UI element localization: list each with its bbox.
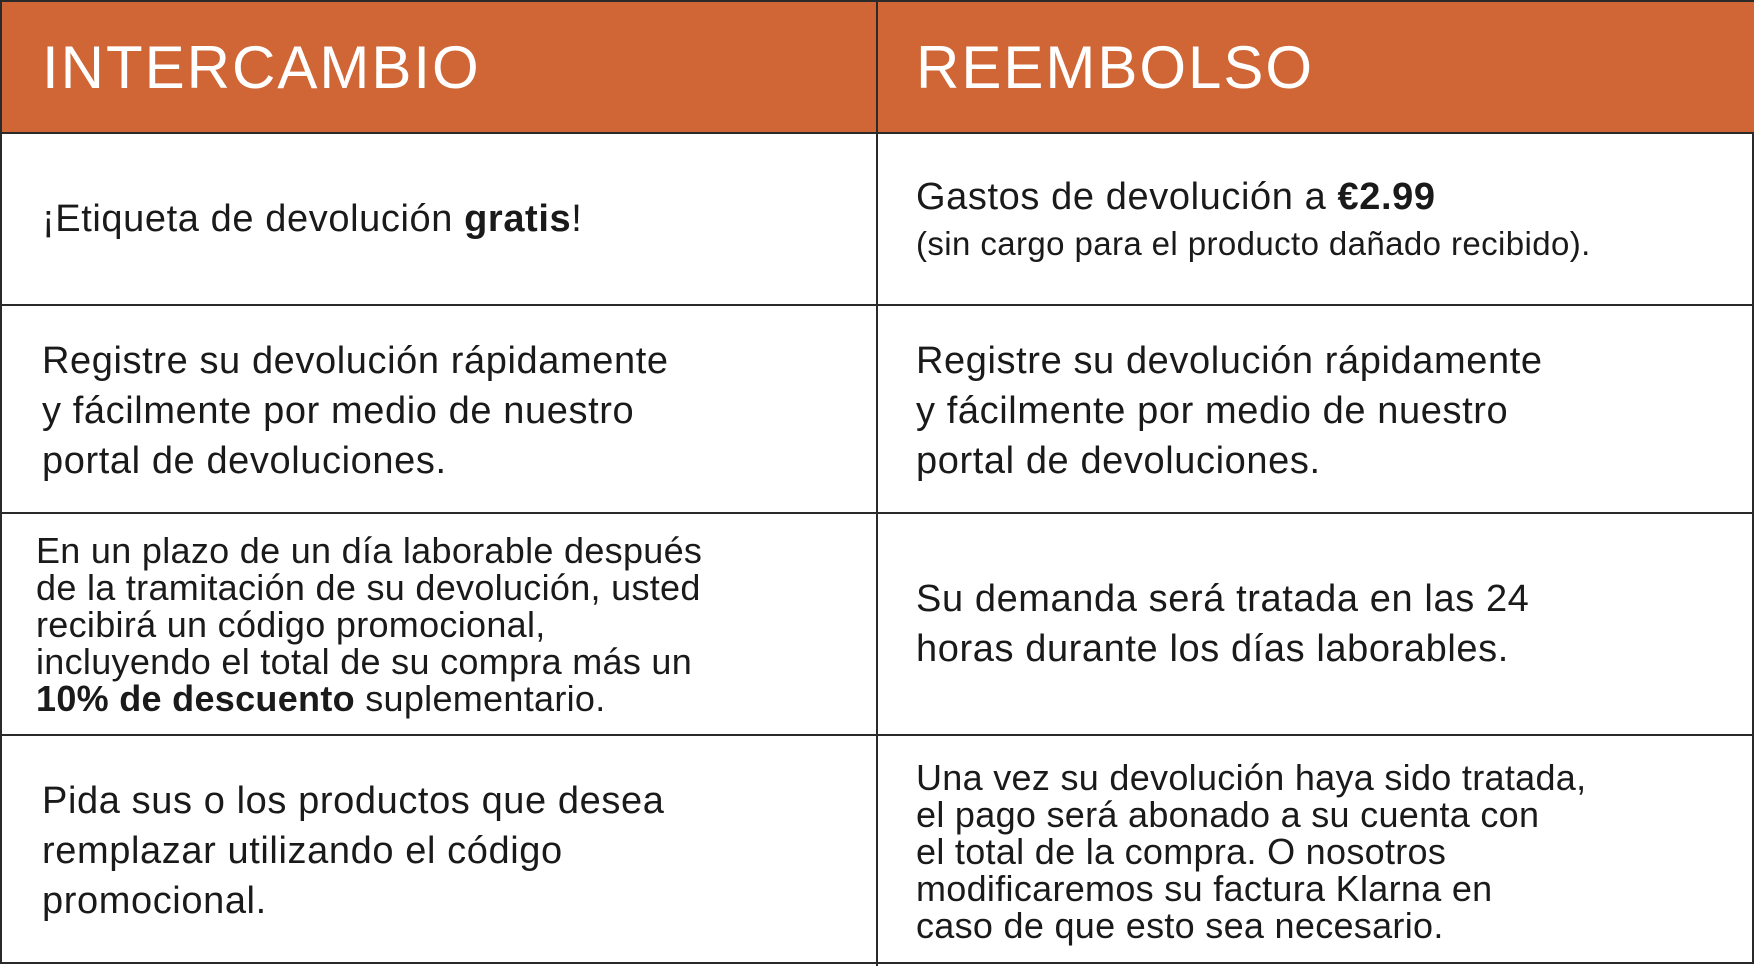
refund-register-cell (878, 306, 1754, 514)
price-bold: €2.99 (1337, 176, 1436, 218)
header-exchange (2, 2, 878, 134)
header-exchange-label: INTERCAMBIO (42, 33, 481, 101)
refund-return-cost-note: (sin cargo para el producto dañado recibido). (916, 225, 1591, 262)
text-line: horas durante los días laborables. (916, 628, 1509, 670)
text-line: Una vez su devolución haya sido tratada, (916, 756, 1587, 798)
text-line: Registre su devolución rápidamente (42, 340, 669, 382)
header-refund (878, 2, 1754, 134)
refund-payment-cell (878, 736, 1754, 966)
text-segment: ¡Etiqueta de devolución (42, 198, 465, 240)
text-line: Su demanda será tratada en las 24 (916, 578, 1530, 620)
text-line: portal de devoluciones. (916, 440, 1321, 482)
text-segment: suplementario. (354, 677, 606, 719)
text-segment: Gastos de devolución a (916, 176, 1338, 218)
text-line: incluyendo el total de su compra más un (36, 640, 693, 682)
exchange-return-label-text (42, 194, 856, 244)
text-segment: ! (571, 198, 583, 240)
text-line: Registre su devolución rápidamente (916, 340, 1543, 382)
refund-processing-time-cell (878, 514, 1754, 736)
refund-return-cost-cell (878, 134, 1754, 306)
text-line: de la tramitación de su devolución, usted (36, 566, 701, 608)
text-line: En un plazo de un día laborable después (36, 529, 703, 571)
exchange-promo-code-cell (2, 514, 878, 736)
text-line: promocional. (42, 880, 267, 922)
discount-bold: 10% de descuento (36, 677, 355, 719)
text-line: remplazar utilizando el código (42, 830, 563, 872)
header-refund-label: REEMBOLSO (916, 33, 1315, 101)
text-line: y fácilmente por medio de nuestro (42, 390, 635, 432)
text-line: portal de devoluciones. (42, 440, 447, 482)
text-line: el total de la compra. O nosotros (916, 830, 1447, 872)
exchange-order-cell (2, 736, 878, 966)
text-line: modificaremos su factura Klarna en (916, 867, 1493, 909)
text-line: y fácilmente por medio de nuestro (916, 390, 1509, 432)
text-line: Pida sus o los productos que desea (42, 780, 665, 822)
text-line: recibirá un código promocional, (36, 603, 546, 645)
refund-return-cost-text (916, 172, 1736, 222)
text-line: el pago será abonado a su cuenta con (916, 793, 1540, 835)
exchange-return-label-cell (2, 134, 878, 306)
exchange-register-cell (2, 306, 878, 514)
text-bold: gratis (464, 198, 572, 240)
text-line (36, 677, 856, 719)
text-line: caso de que esto sea necesario. (916, 904, 1444, 946)
